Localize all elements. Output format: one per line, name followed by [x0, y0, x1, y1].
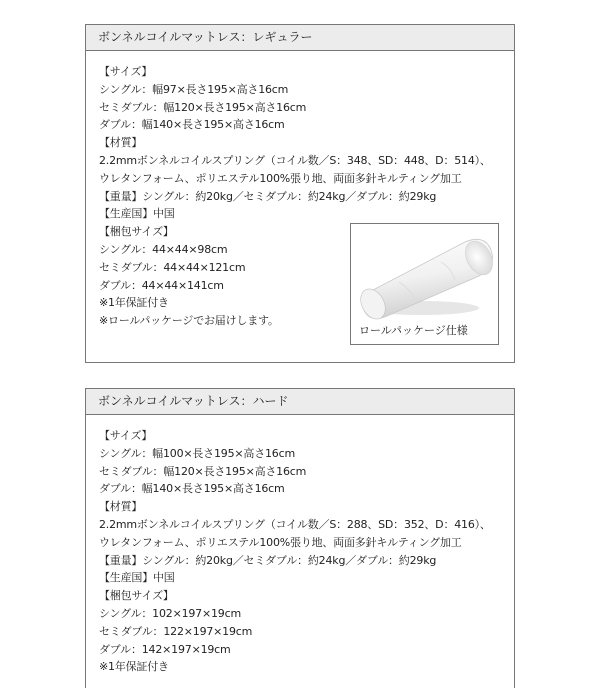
spec-line: 【梱包サイズ】	[99, 589, 174, 603]
image-caption: ロールパッケージ仕様	[359, 324, 468, 337]
spec-line: セミダブル：44×44×121cm	[99, 260, 246, 274]
spec-line: 2.2mmボンネルコイルスプリング（コイル数／S：348、SD：448、D：514）、	[99, 153, 491, 167]
spec-line: ウレタンフォーム、ポリエステル100%張り地、両面多針キルティング加工	[99, 535, 462, 549]
spec-panel-regular	[85, 24, 515, 363]
spec-line: セミダブル：幅120×長さ195×高さ16cm	[99, 464, 307, 478]
spec-line: 【材質】	[99, 136, 143, 150]
spec-line: ウレタンフォーム、ポリエステル100%張り地、両面多針キルティング加工	[99, 171, 462, 185]
spec-body-hard	[86, 415, 514, 676]
spec-line: 【重量】シングル：約20kg／セミダブル：約24kg／ダブル：約29kg	[99, 189, 437, 203]
spec-line: 【材質】	[99, 500, 143, 514]
spec-line: 【梱包サイズ】	[99, 225, 174, 239]
panel-title-regular: ボンネルコイルマットレス：レギュラー	[86, 25, 514, 51]
spec-line: ※1年保証付き	[99, 660, 169, 674]
spec-line: ダブル：44×44×141cm	[99, 278, 224, 292]
spec-panel-hard	[85, 388, 515, 688]
spec-line: ダブル：142×197×19cm	[99, 642, 231, 656]
spec-line: ダブル：幅140×長さ195×高さ16cm	[99, 118, 285, 132]
spec-line: 【生産国】中国	[99, 207, 175, 221]
spec-line: シングル：44×44×98cm	[99, 242, 228, 256]
spec-line: シングル：幅100×長さ195×高さ16cm	[99, 446, 295, 460]
spec-line: 【サイズ】	[99, 429, 153, 442]
spec-line: ダブル：幅140×長さ195×高さ16cm	[99, 482, 285, 496]
spec-line: セミダブル：122×197×19cm	[99, 624, 253, 638]
spec-line: 2.2mmボンネルコイルスプリング（コイル数／S：288、SD：352、D：416）、	[99, 517, 491, 531]
spec-line: 【サイズ】	[99, 65, 153, 78]
spec-line: シングル：102×197×19cm	[99, 606, 241, 620]
spec-line: シングル：幅97×長さ195×高さ16cm	[99, 82, 289, 96]
spec-line: ※ロールパッケージでお届けします。	[99, 314, 279, 328]
panel-title-hard: ボンネルコイルマットレス：ハード	[86, 389, 514, 415]
spec-line: 【重量】シングル：約20kg／セミダブル：約24kg／ダブル：約29kg	[99, 553, 437, 567]
spec-line: 【生産国】中国	[99, 571, 175, 585]
roll-package-figure	[350, 223, 499, 345]
spec-line: セミダブル：幅120×長さ195×高さ16cm	[99, 100, 307, 114]
spec-line: ※1年保証付き	[99, 296, 169, 310]
